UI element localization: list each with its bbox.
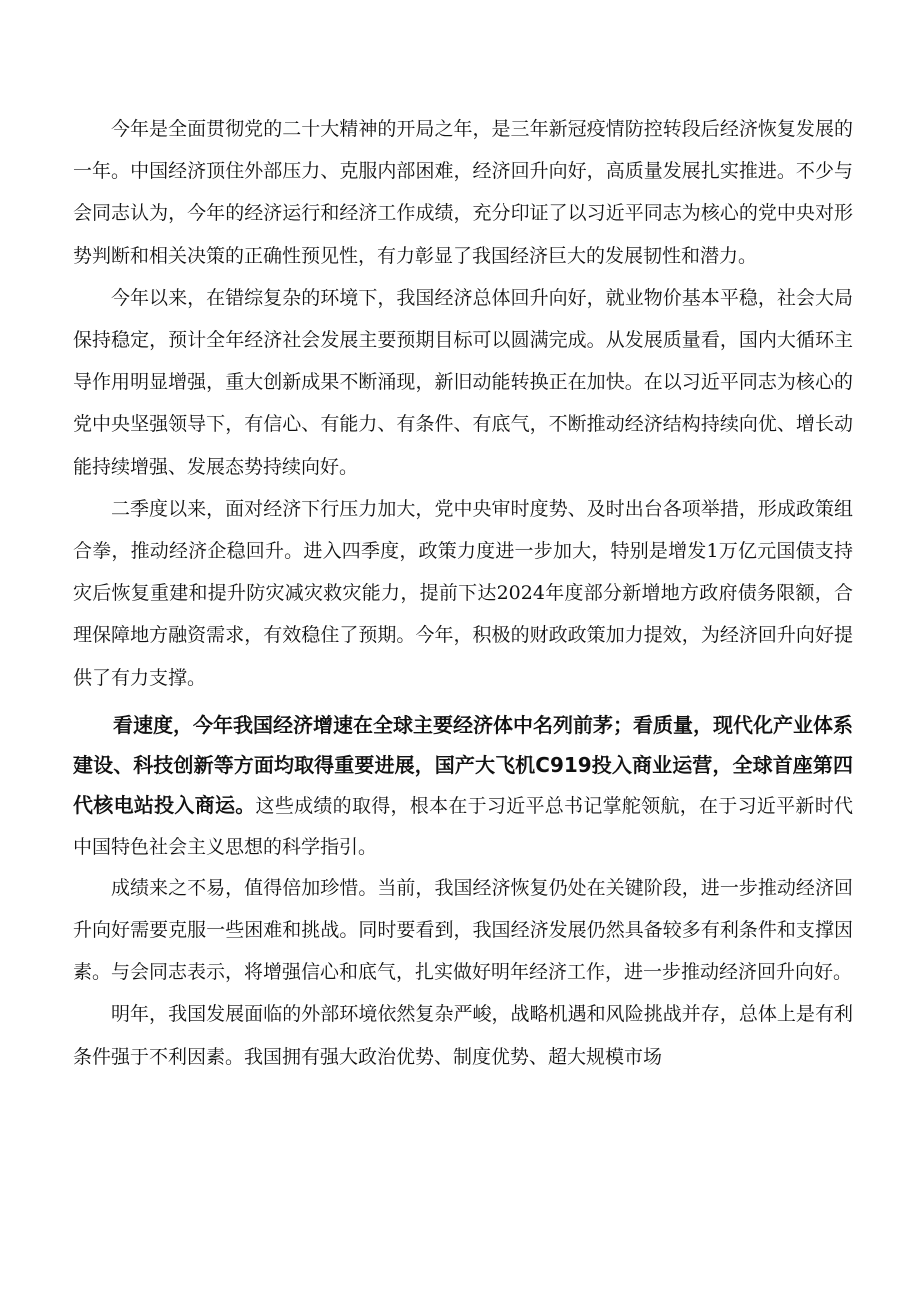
paragraph-5: 成绩来之不易，值得倍加珍惜。当前，我国经济恢复仍处在关键阶段，进一步推动经济回升向好需要克服一些困难和挑战。同时要看到，我国经济发展仍然具备较多有利条件和支撑因素。与会同志表示，将增强信心和底气，扎实做好明年经济工作，进一步推动经济回升向好。 xyxy=(73,876,853,984)
paragraph-4-regular-text: 这些成绩的取得，根本在于习近平总书记掌舵领航，在于习近平新时代中国特色社会主义思想的科学指引。 xyxy=(73,794,853,858)
document-body xyxy=(73,108,853,1078)
paragraph-2: 今年以来，在错综复杂的环境下，我国经济总体回升向好，就业物价基本平稳，社会大局保持稳定，预计全年经济社会发展主要预期目标可以圆满完成。从发展质量看，国内大循环主导作用明显增强，重大创新成果不断涌现，新旧动能转换正在加快。在以习近平同志为核心的党中央坚强领导下，有信心、有能力、有条件、有底气，不断推动经济结构持续向优、增长动能持续增强、发展态势持续向好。 xyxy=(73,286,853,478)
paragraph-3: 二季度以来，面对经济下行压力加大，党中央审时度势、及时出台各项举措，形成政策组合拳，推动经济企稳回升。进入四季度，政策力度进一步加大，特别是增发1万亿元国债支持灾后恢复重建和提升防灾减灾救灾能力，提前下达2024年度部分新增地方政府债务限额，合理保障地方融资需求，有效稳住了预期。今年，积极的财政政策加力提效，为经济回升向好提供了有力支撑。 xyxy=(73,497,853,689)
paragraph-6: 明年，我国发展面临的外部环境依然复杂严峻，战略机遇和风险挑战并存，总体上是有利条件强于不利因素。我国拥有强大政治优势、制度优势、超大规模市场 xyxy=(73,1003,853,1068)
paragraph-4-bold-text: 看速度，今年我国经济增速在全球主要经济体中名列前茅；看质量，现代化产业体系建设、科技创新等方面均取得重要进展，国产大飞机C919投入商业运营，全球首座第四代核电站投入商运。 xyxy=(73,712,853,817)
paragraph-4 xyxy=(73,705,853,867)
paragraph-1: 今年是全面贯彻党的二十大精神的开局之年，是三年新冠疫情防控转段后经济恢复发展的一年。中国经济顶住外部压力、克服内部困难，经济回升向好，高质量发展扎实推进。不少与会同志认为，今年的经济运行和经济工作成绩，充分印证了以习近平同志为核心的党中央对形势判断和相关决策的正确性预见性，有力彰显了我国经济巨大的发展韧性和潜力。 xyxy=(73,118,853,267)
